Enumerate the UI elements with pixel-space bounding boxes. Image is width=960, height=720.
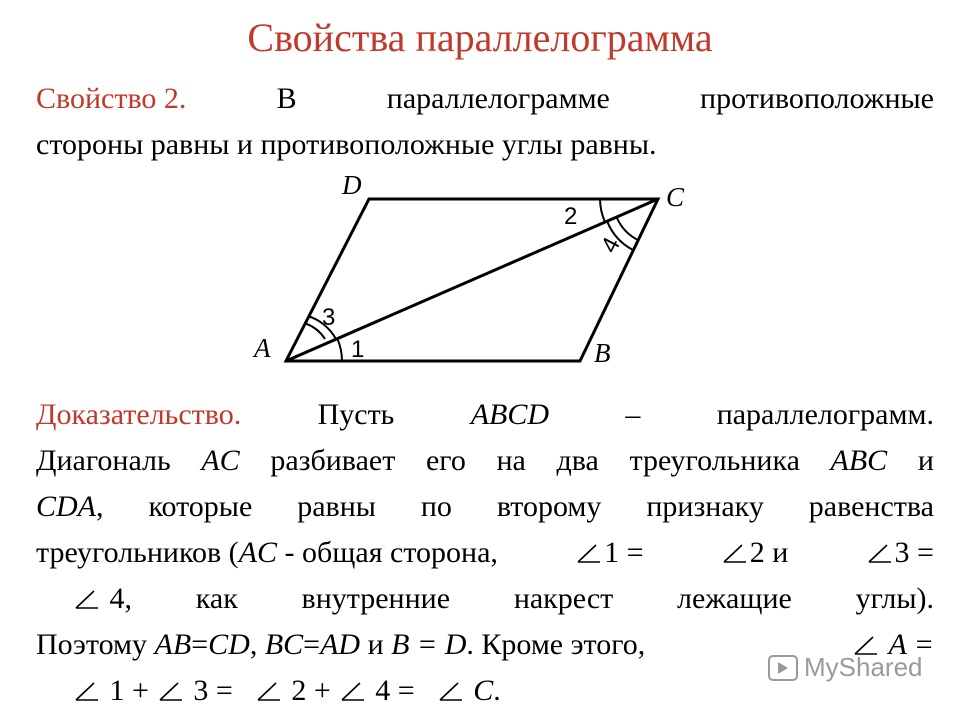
proof-word: – [625, 398, 641, 431]
proof-word: на [496, 444, 526, 477]
proof-word: = [303, 628, 321, 661]
proof-word: накрест [513, 582, 614, 615]
proof-word: 3 = [193, 674, 233, 707]
proof-word: признаку [646, 490, 764, 523]
proof-word: лежащие [677, 582, 792, 615]
proof-word: по [420, 490, 452, 523]
proof-line-4 [36, 530, 934, 576]
proof-word: CD [208, 628, 250, 661]
proof-word: AC [201, 444, 240, 477]
proof-word: треугольников ( [36, 536, 239, 569]
proof-punct: . [493, 674, 501, 707]
proof-word: 4, [109, 582, 132, 615]
slide-title: Свойства параллелограмма [247, 15, 713, 60]
property-line-2 [36, 122, 934, 168]
proof-word: и [917, 444, 934, 477]
angle-arc-2 [600, 199, 605, 222]
proof-word: . Кроме этого, [466, 628, 646, 661]
property-label: Свойство 2. [36, 82, 187, 115]
diagonal-ac [286, 199, 658, 361]
proof-word: 1 = [604, 536, 644, 569]
play-icon [768, 655, 798, 681]
proof-word: 4 = [375, 674, 415, 707]
proof-word: как [195, 582, 238, 615]
parallelogram-figure [250, 168, 710, 378]
proof-word: его [425, 444, 466, 477]
proof-word: = [191, 628, 209, 661]
proof-word: AB [154, 628, 192, 661]
angle-symbol-icon [438, 680, 464, 702]
property-line-1 [36, 76, 934, 122]
property-statement [36, 76, 934, 168]
angle-label-3: 3 [322, 304, 336, 331]
angle-symbol-icon [158, 680, 184, 702]
proof-word: B = D [391, 628, 467, 661]
proof-word: ABC [830, 444, 888, 477]
vertex-b-label: B [594, 338, 611, 368]
angle-symbol-icon [340, 680, 366, 702]
parallelogram-shape [286, 199, 658, 361]
proof-line-5 [36, 576, 934, 622]
angle-symbol-icon [74, 680, 100, 702]
angle-symbol-icon [74, 588, 100, 610]
proof-word: C [473, 674, 494, 707]
proof-word: параллелограмм. [716, 398, 934, 431]
angle-label-1: 1 [351, 336, 365, 363]
proof-punct: , [96, 490, 104, 523]
angle-symbol-icon [722, 542, 748, 564]
proof-line-3 [36, 484, 934, 530]
proof-word: 1 + [109, 674, 149, 707]
vertex-c-label: C [666, 182, 685, 212]
proof-word: ABCD [470, 398, 550, 431]
proof-word: равенства [808, 490, 934, 523]
angle-label-4: 4 [595, 232, 626, 258]
proof-word: A = [888, 628, 934, 661]
watermark [768, 652, 923, 683]
proof-punct: , [249, 628, 258, 661]
proof-word: Диагональ [36, 444, 171, 477]
angle-arc-1 [337, 338, 342, 361]
proof-line-1 [36, 392, 934, 438]
property-word: В [276, 82, 297, 115]
proof-word: AD [320, 628, 361, 661]
proof-word: Пусть [317, 398, 395, 431]
property-word: противоположные [700, 82, 934, 115]
proof-word: которые [148, 490, 253, 523]
proof-word: второму [496, 490, 602, 523]
proof-word: AC [238, 536, 278, 569]
proof-word: 2 и [749, 536, 789, 569]
proof-word: Поэтому [36, 628, 148, 661]
proof-line-2 [36, 438, 934, 484]
vertex-a-label: A [254, 333, 271, 363]
proof-word: внутренние [301, 582, 451, 615]
angle-symbol-icon [576, 542, 602, 564]
angle-symbol-icon [256, 680, 282, 702]
vertex-d-label: D [342, 170, 362, 200]
proof-word: - общая сторона, [284, 536, 498, 569]
property-text: стороны равны и противоположные углы равны. [36, 128, 657, 161]
proof-word: и [367, 628, 384, 661]
angle-label-2: 2 [564, 203, 578, 230]
proof-word: BC [264, 628, 304, 661]
property-word: параллелограмме [386, 82, 610, 115]
proof-word: 3 = [894, 536, 934, 569]
proof-word: CDA [36, 490, 96, 523]
watermark-text: MyShared [804, 652, 923, 682]
proof-label: Доказательство. [36, 398, 242, 431]
proof-word: 2 + [291, 674, 331, 707]
proof-word: равны [297, 490, 376, 523]
proof-word: два [556, 444, 599, 477]
proof-word: треугольника [629, 444, 800, 477]
angle-arc-4-inner [617, 218, 638, 240]
proof-word: углы). [855, 582, 934, 615]
angle-symbol-icon [867, 542, 893, 564]
proof-word: разбивает [270, 444, 396, 477]
